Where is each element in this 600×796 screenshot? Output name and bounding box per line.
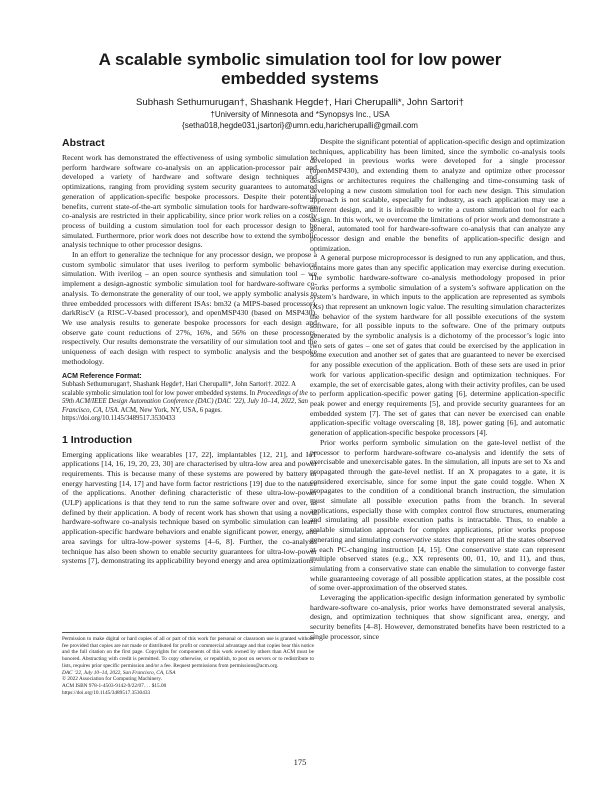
affiliations: †University of Minnesota and *Synopsys Inc., USA [210,110,390,119]
author-emails: {setha018,hegde031,jsartori}@umn.edu,haricherupalli@gmail.com [182,121,418,130]
right-paragraph-3-b: that represent all the states observed at each PC-changing instruction [4, 15]. One conservative state can represent multiple observed states (e.g., XX represents 00, 01, 10, and 11), and thus, simulating from a conservative state can enable the simulation to converge faster while guaranteeing coverage of all possible application states, at the possible cost of some over-approximation of the observed states. [310,534,565,593]
acm-reference-text-a: Subhash Sethumurugan†, Shashank Hegde†, Hari Cherupalli*, John Sartori†. 2022. A scalable symbolic simulation tool for low power embedded systems. In [62,381,296,397]
copyright-footnote [62,632,314,696]
abstract-heading: Abstract [62,137,105,149]
acm-reference-text [62,381,317,423]
right-column [310,137,565,642]
right-paragraph-3-a: Prior works perform symbolic simulation on the gate-level netlist of the processor to perform hardware-software co-analysis and identify the sets of exercisable and unexercisable gates. In the simulation, all inputs are set to Xs and propagated through the gate-level netlist. If an X propagates to a gate, it is considered exercisable, since for some input the gate could toggle. When X propagates to the condition of a conditional branch instruction, the simulation must simulate all possible execution paths from the branch. In several applications, especially those with complex control flow structures, enumerating and simulating all possible execution paths is intractable. Thus, to enable a scalable simulation approach for complex applications, prior works propose generating and simulating [310,437,565,544]
paper-title: A scalable symbolic simulation tool for low power embedded systems [98,50,502,88]
introduction-heading: 1 Introduction [62,433,132,446]
author-list: Subhash Sethumurugan†, Shashank Hegde†, Hari Cherupalli*, John Sartori† [136,97,464,108]
doi-link[interactable]: https://doi.org/10.1145/3489517.3530433 [62,689,151,696]
right-paragraph-1: Despite the significant potential of application-specific design and optimization techniques, applicability has been limited, since the symbolic co-analysis tools developed in previous works were developed for a single processor (openMSP430), and extending them to analyze and optimize other processor designs or architectures requires the challenging and time-consuming task of developing a new custom simulation tool for each new design. This simulation approach is not scalable, especially for industry, as each application may use a different design, and it is infeasible to write a custom simulation tool for each design. In this work, we overcome the limitations of prior work and demonstrate a general, automated tool for hardware-software co-analysis that can analyze any processor design and enable the benefits of application-specific design and optimization. [310,137,565,253]
acm-reference-text-b: ACM, New York, NY, USA, 6 pages. https://doi.org/10.1145/3489517.3530433 [62,406,222,423]
abstract-paragraph-1: Recent work has demonstrated the effectiveness of using symbolic simulation to perform hardware software co-analysis on an application-processor pair and developed a variety of hardware and software design techniques and optimizations, ranging from providing system security guarantees to automated generation of application-specific bespoke processors. Despite their potential benefits, current state-of-the-art symbolic simulation tools for hardware-software co-analysis are restricted in their applicability, since prior work relies on a costly process of building a custom simulation tool for each processor design to be simulated. Furthermore, prior work does not describe how to extend the symbolic analysis technique to other processor designs. [62,153,317,250]
right-paragraph-2: A general purpose microprocessor is designed to run any application, and thus, contains more gates than any specific application may exercise during execution. The symbolic hardware-software co-analysis methodology proposed in prior works performs a symbolic simulation of a system’s software application on the system’s hardware, in which inputs to the application are represented as symbols (Xs) that represent an unknown logic value. The resulting simulation characterizes the behavior of the system hardware for all possible executions of the system software, for all possible inputs to the software. One of the primary outputs generated by the symbolic analysis is a dichotomy of the processor’s logic into two sets of gates – one set of gates that could be exercised by the application in some execution and another set of gates that are guaranteed to never be exercised for any possible execution of the application. Both of these sets are used in prior work for various application-specific design and optimization techniques. For example, the set of exercisable gates, along with their activity profiles, can be used to perform application-specific power gating [6], determine application-specific peak power and energy requirements [5], and provide security guarantees for an embedded system [7]. The set of gates that can never be exercised can enable application-specific voltage overscaling [8, 18], power gating [6], and automatic generation of application-specific bespoke processors [4]. [310,253,565,438]
copyright-line: © 2022 Association for Computing Machinery. [62,676,162,683]
acm-reference-heading: ACM Reference Format: [62,373,142,381]
acm-reference-proceedings: Proceedings of the 59th ACM/IEEE Design Automation Conference (DAC) (DAC ’22), July 10–14, 2022, San Francisco, CA, USA. [62,389,309,414]
conservative-states-term: conservative states [392,534,451,544]
left-column [62,137,317,566]
isbn-line: ACM ISBN 978-1-4503-9142-9/22/07. . . $15.00 [62,682,167,689]
abstract-paragraph-2: In an effort to generalize the technique for any processor design, we propose a custom symbolic simulator that uses iverilog to perform symbolic behavioral simulation. With iverilog – an open source synthesis and simulation tool – we implement a design-agnostic symbolic simulation tool for hardware-software co-analysis. To demonstrate the generality of our tool, we apply symbolic analysis to three embedded processors with different ISAs: bm32 (a MIPS-based processor), darkRiscV (a RISC-V-based processor), and openMSP430 (based on MSP430). We use analysis results to generate bespoke processors for each design and observe gate count reductions of 27%, 16%, and 56% on these processors, respectively. Our results demonstrate the versatility of our simulation tool and the uniqueness of each design with respect to symbolic analysis and the bespoke methodology. [62,250,317,366]
right-paragraph-4: Leveraging the application-specific design information generated by symbolic hardware-software co-analysis, prior works have demonstrated several analysis, design, and optimization techniques that show significant area, energy, and security benefits [4–8]. However, demonstrated benefits have been restricted to a single processor, since [310,593,565,641]
conference-line: DAC ’22, July 10–14, 2022, San Francisco, CA, USA [62,669,176,676]
permission-notice: Permission to make digital or hard copies of all or part of this work for personal or classroom use is granted without fee provided that copies are not made or distributed for profit or commercial advantage and that copies bear this notice and the full citation on the first page. Copyrights for components of this work owned by others than ACM must be honored. Abstracting with credit is permitted. To copy otherwise, or republish, to post on servers or to redistribute to lists, requires prior specific permission and/or a fee. Request permissions from permissions@acm.org. [62,636,314,669]
right-paragraph-3 [310,438,565,593]
introduction-paragraph-1: Emerging applications like wearables [17, 22], implantables [12, 21], and IoT applications [14, 16, 19, 20, 23, 30] are characterised by ultra-low area and power requirements. This is because many of these systems are powered by battery or energy harvesting [14, 17] and have form factor restrictions [19] due to the nature of the applications. Another defining characteristic of these ultra-low-power (ULP) applications is that they tend to run the same software over and over, as defined by their application. A body of recent work has shown that using a novel hardware-software co-analysis technique based on symbolic simulation can learn application-specific hardware behaviors and enable significant power, energy, and area savings for ultra-low-power systems [4–6, 8]. Further, the co-analysis technique has also been shown to enable security guarantees for ultra-low-power systems [7], demonstrating its applicability beyond energy and area optimizations. [62,449,317,566]
page-number: 175 [293,757,307,767]
